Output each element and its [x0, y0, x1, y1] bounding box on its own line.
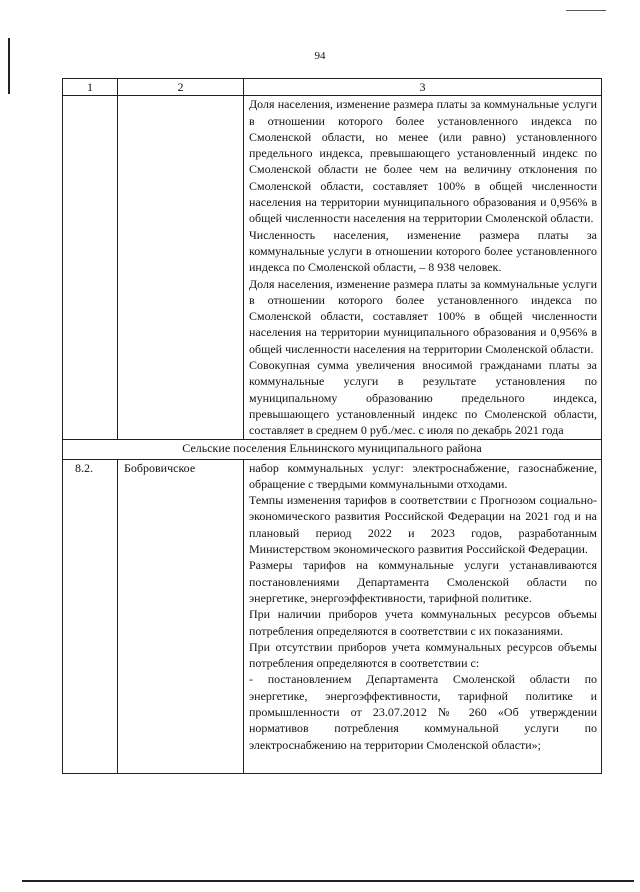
row-number: 8.2. [63, 459, 118, 773]
section-title: Сельские поселения Ельнинского муниципального района [63, 439, 602, 459]
paragraph: набор коммунальных услуг: электроснабжение, газоснабжение, обращение с твердыми коммунальными отходами. [249, 460, 597, 491]
page-number: 94 [314, 50, 326, 62]
paragraph: Доля населения, изменение размера платы за коммунальные услуги в отношении которого более установленного индекса по Смоленской области, но менее (или равно) установленного предельного индекса, превышающего установленный индекс по Смоленской области не более чем на величину отклонения по Смоленской области, составляет 100% в общей численности населения на территории муниципального образования и 0,956% в общей численности населения на территории Смоленской области. [249, 97, 597, 226]
paragraph: Численность населения, изменение размера платы за коммунальные услуги в отношении которого более установленного индекса по Смоленской области, – 8 938 человек. [249, 227, 597, 275]
paragraph: Темпы изменения тарифов в соответствии с Прогнозом социально-экономического развития Российской Федерации на 2021 год и на плановый период 2022 и 2023 годов, разработанным Министерством экономического развития Российской Федерации. [249, 493, 597, 557]
row-text-cell [244, 459, 602, 773]
header-col-1: 1 [63, 79, 118, 96]
tariff-table [62, 78, 602, 774]
section-row [63, 439, 602, 459]
settlement-name: Бобровичское [118, 459, 244, 773]
paragraph: При наличии приборов учета коммунальных ресурсов объемы потребления определяются в соответствии с их показаниями. [249, 607, 597, 638]
continuation-text-cell [244, 96, 602, 439]
table-header-row [63, 79, 602, 96]
bottom-rule [22, 880, 634, 882]
continuation-row [63, 96, 602, 439]
continuation-number-cell [63, 96, 118, 439]
continuation-name-cell [118, 96, 244, 439]
paragraph: Размеры тарифов на коммунальные услуги устанавливаются постановлениями Департамента Смоленской области по энергетике, энергоэффективности, тарифной политике. [249, 558, 597, 605]
paragraph: При отсутствии приборов учета коммунальных ресурсов объемы потребления определяются в соответствии с: [249, 639, 597, 671]
paragraph: - постановлением Департамента Смоленской области по энергетике, энергоэффективности, тарифной политике и промышленности от 23.07.2012 № 260 «Об утверждении нормативов потребления коммунальной услуги по электроснабжению на территории Смоленской области»; [249, 672, 597, 752]
header-col-2: 2 [118, 79, 244, 96]
row-text-clip [249, 460, 597, 773]
paragraph: Совокупная сумма увеличения вносимой гражданами платы за коммунальные услуги в результате установления по муниципальному образованию предельного индекса, превышающего установленный индекс по Смоленской области, составляет в среднем 0 руб./мес. с июля по декабрь 2021 года [249, 358, 597, 438]
table-row [63, 459, 602, 773]
top-rule [566, 10, 606, 11]
header-col-3: 3 [244, 79, 602, 96]
paragraph: Доля населения, изменение размера платы за коммунальные услуги в отношении которого более установленного индекса по Смоленской области, составляет 100% в общей численности населения на территории муниципального образования и 0,956% в общей численности населения на территории Смоленской области. [249, 276, 597, 356]
margin-line [8, 38, 10, 94]
